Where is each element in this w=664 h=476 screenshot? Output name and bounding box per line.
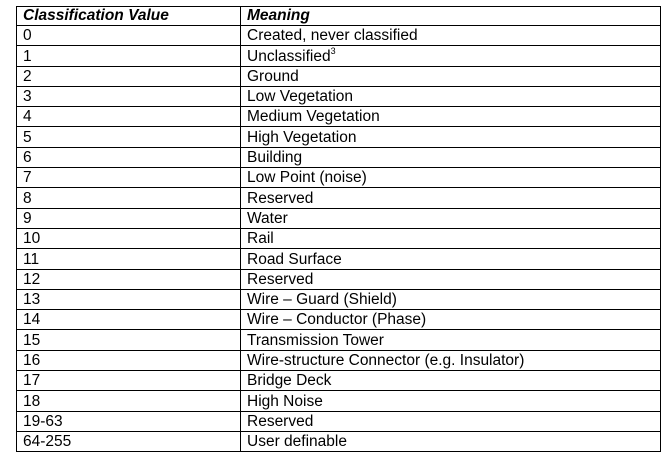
meaning-cell: Medium Vegetation	[241, 107, 661, 127]
classification-value-cell: 19-63	[17, 411, 241, 431]
classification-value-cell: 12	[17, 269, 241, 289]
classification-value-cell: 0	[17, 26, 241, 46]
classification-value-cell: 17	[17, 371, 241, 391]
classification-value-cell: 9	[17, 208, 241, 228]
classification-value-cell: 2	[17, 66, 241, 86]
classification-value-cell: 15	[17, 330, 241, 350]
meaning-cell: Ground	[241, 66, 661, 86]
classification-table-container	[16, 6, 660, 452]
meaning-cell: Wire – Guard (Shield)	[241, 289, 661, 309]
classification-value-cell: 1	[17, 46, 241, 66]
meaning-cell: Reserved	[241, 188, 661, 208]
classification-value-cell: 10	[17, 228, 241, 248]
table-row	[17, 66, 661, 86]
meaning-cell: Bridge Deck	[241, 371, 661, 391]
meaning-cell: Building	[241, 147, 661, 167]
meaning-cell: Transmission Tower	[241, 330, 661, 350]
classification-value-cell: 7	[17, 168, 241, 188]
table-row	[17, 269, 661, 289]
table-row	[17, 330, 661, 350]
meaning-cell: Rail	[241, 228, 661, 248]
classification-value-cell: 11	[17, 249, 241, 269]
table-row	[17, 26, 661, 46]
table-row	[17, 350, 661, 370]
classification-value-cell: 14	[17, 310, 241, 330]
table-row	[17, 168, 661, 188]
table-row	[17, 208, 661, 228]
meaning-text: Unclassified	[247, 47, 331, 65]
meaning-cell: Water	[241, 208, 661, 228]
meaning-cell: Low Point (noise)	[241, 168, 661, 188]
classification-value-cell: 5	[17, 127, 241, 147]
meaning-cell: Created, never classified	[241, 26, 661, 46]
table-header-row	[17, 7, 661, 26]
classification-table	[16, 6, 661, 452]
table-row	[17, 188, 661, 208]
table-row	[17, 147, 661, 167]
classification-value-cell: 8	[17, 188, 241, 208]
table-row	[17, 310, 661, 330]
meaning-cell	[241, 46, 661, 66]
classification-value-cell: 64-255	[17, 431, 241, 451]
classification-value-cell: 6	[17, 147, 241, 167]
meaning-cell: Road Surface	[241, 249, 661, 269]
table-row	[17, 86, 661, 106]
meaning-cell: High Noise	[241, 391, 661, 411]
classification-value-cell: 18	[17, 391, 241, 411]
table-row	[17, 411, 661, 431]
table-row	[17, 391, 661, 411]
meaning-cell: High Vegetation	[241, 127, 661, 147]
meaning-cell: User definable	[241, 431, 661, 451]
table-row	[17, 107, 661, 127]
table-row	[17, 431, 661, 451]
table-row	[17, 127, 661, 147]
classification-value-cell: 16	[17, 350, 241, 370]
footnote-marker: 3	[330, 45, 336, 56]
meaning-cell: Wire-structure Connector (e.g. Insulator)	[241, 350, 661, 370]
classification-value-cell: 4	[17, 107, 241, 127]
meaning-cell: Reserved	[241, 411, 661, 431]
table-row	[17, 289, 661, 309]
classification-value-cell: 13	[17, 289, 241, 309]
meaning-cell: Wire – Conductor (Phase)	[241, 310, 661, 330]
header-classification-value: Classification Value	[17, 7, 241, 26]
meaning-cell: Reserved	[241, 269, 661, 289]
table-row	[17, 46, 661, 66]
meaning-cell: Low Vegetation	[241, 86, 661, 106]
classification-value-cell: 3	[17, 86, 241, 106]
table-row	[17, 371, 661, 391]
table-row	[17, 249, 661, 269]
header-meaning: Meaning	[241, 7, 661, 26]
table-row	[17, 228, 661, 248]
